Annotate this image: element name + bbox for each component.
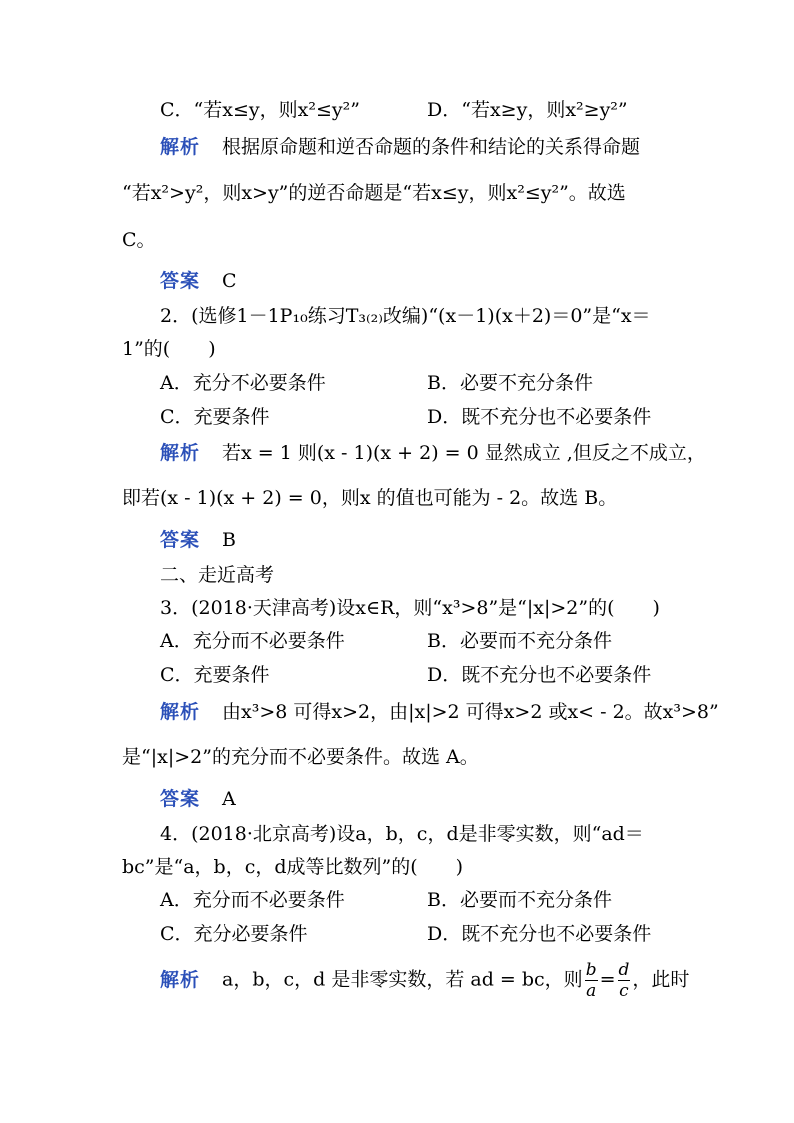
q3-answer-value: A [222, 788, 236, 810]
q1-analysis-label: 解析 [160, 136, 201, 158]
q1-answer-value: C [222, 270, 237, 292]
equals-sign: = [599, 968, 616, 991]
q2-answer-value: B [222, 529, 236, 551]
q3-option-b: B．必要而不充分条件 [427, 630, 612, 652]
fraction-d-over-c [618, 960, 631, 1001]
q1-option-d: D．“若x≥y，则x²≥y²” [427, 99, 628, 121]
q4-analysis-line1 [160, 960, 689, 1001]
q3-analysis-text: 由x³>8 可得x>2，由|x|>2 可得x>2 或x< - 2。故x³>8” [222, 701, 719, 723]
q1-analysis-line1 [160, 134, 640, 160]
q3-stem: 3．(2018·天津高考)设x∈R，则“x³>8”是“|x|>2”的( ) [160, 597, 660, 619]
q2-option-b: B．必要不充分条件 [427, 372, 593, 394]
q4-analysis-text: a，b，c，d 是非零实数，若 ad = bc，则 [222, 968, 583, 991]
q2-option-c: C．充要条件 [160, 406, 270, 428]
q1-analysis-line2: “若x²>y²，则x>y”的逆否命题是“若x≤y，则x²≤y²”。故选 [122, 182, 626, 204]
q3-answer [160, 786, 236, 812]
q1-answer-label: 答案 [160, 270, 201, 292]
q1-analysis-line3: C。 [122, 229, 156, 251]
q2-analysis-label: 解析 [160, 442, 201, 464]
q2-stem-line2: 1”的( ) [122, 338, 216, 360]
section-heading: 二、走近高考 [160, 564, 275, 586]
q2-analysis-line2: 即若(x - 1)(x + 2) = 0，则x 的值也可能为 - 2。故选 B。 [122, 487, 618, 509]
q2-stem-line1: 2．(选修1－1P₁₀练习T₃₍₂₎改编)“(x－1)(x＋2)＝0”是“x＝ [160, 305, 651, 327]
q3-option-d: D．既不充分也不必要条件 [427, 664, 652, 686]
q3-answer-label: 答案 [160, 788, 201, 810]
q2-answer-label: 答案 [160, 529, 201, 551]
q2-option-d: D．既不充分也不必要条件 [427, 406, 652, 428]
q4-option-a: A．充分而不必要条件 [160, 889, 345, 911]
fraction-denominator: c [619, 981, 629, 1001]
q4-analysis-label: 解析 [160, 968, 201, 991]
q2-answer [160, 527, 236, 553]
q3-analysis-line1 [160, 699, 719, 725]
q2-option-a: A．充分不必要条件 [160, 372, 326, 394]
q3-analysis-line2: 是“|x|>2”的充分而不必要条件。故选 A。 [122, 746, 479, 768]
q2-analysis-line1 [160, 440, 706, 466]
q3-option-c: C．充要条件 [160, 664, 270, 686]
fraction-denominator: a [586, 981, 597, 1001]
q4-option-d: D．既不充分也不必要条件 [427, 923, 652, 945]
fraction-numerator: d [618, 960, 630, 980]
fraction-numerator: b [585, 960, 597, 980]
q2-analysis-text: 若x = 1 则(x - 1)(x + 2) = 0 显然成立 ,但反之不成立， [222, 442, 706, 464]
q1-answer [160, 268, 237, 294]
fraction-b-over-a [585, 960, 598, 1001]
q4-analysis-tail: ，此时 [632, 968, 690, 991]
q4-option-b: B．必要而不充分条件 [427, 889, 612, 911]
q3-analysis-label: 解析 [160, 701, 201, 723]
q4-option-c: C．充分必要条件 [160, 923, 308, 945]
q3-option-a: A．充分而不必要条件 [160, 630, 345, 652]
q4-stem-line1: 4．(2018·北京高考)设a，b，c，d是非零实数，则“ad＝ [160, 823, 644, 845]
q4-stem-line2: bc”是“a，b，c，d成等比数列”的( ) [122, 856, 464, 878]
q1-option-c: C．“若x≤y，则x²≤y²” [160, 99, 360, 121]
q1-analysis-text: 根据原命题和逆否命题的条件和结论的关系得命题 [222, 136, 641, 158]
